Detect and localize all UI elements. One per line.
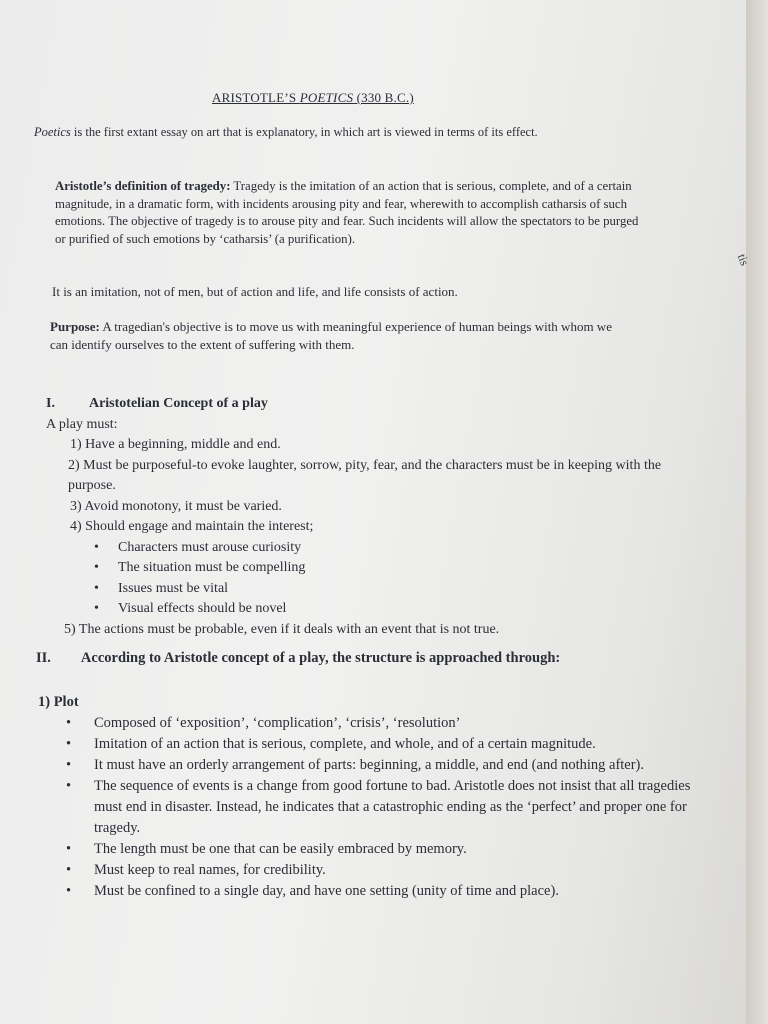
tragedy-definition: Aristotle’s definition of tragedy: Tragedy is the imitation of an action that is serious, complete, and of a certain magnitude, in a dramatic form, with incidents arousing pity and fear, wherewith to accomplish catharsis of such emotions. The objective of tragedy is to arouse pity and fear. Such incidents will allow the spectators to be purged or purified of such emotions by ‘catharsis’ (a purification).	[55, 179, 639, 246]
bullet-item: • Must keep to real names, for credibility.	[66, 860, 698, 881]
section-heading: I. Aristotelian Concept of a play	[46, 396, 268, 411]
plot-section	[38, 692, 698, 902]
plot-bullets	[38, 713, 698, 902]
bullet-item: • Issues must be vital	[94, 579, 686, 600]
section-concept-of-play	[46, 394, 686, 640]
imitation-statement: It is an imitation, not of men, but of action and life, and life consists of action.	[52, 284, 458, 299]
bullet-item: • The sequence of events is a change from good fortune to bad. Aristotle does not insist that all tragedies must end in disaster. Instead, he indicates that a catastrophic ending as the ‘perfect’ and proper one for tragedy.	[66, 776, 698, 839]
purpose-label: Purpose:	[50, 319, 100, 334]
list-item: 1) Have a beginning, middle and end.	[70, 437, 281, 452]
page-title: ARISTOTLE’S POETICS (330 B.C.)	[212, 90, 414, 105]
interest-bullets	[46, 538, 686, 620]
list-item: 4) Should engage and maintain the interest;	[70, 519, 314, 534]
bullet-item: • Visual effects should be novel	[94, 599, 686, 620]
list-item: 2) Must be purposeful-to evoke laughter, sorrow, pity, fear, and the characters must be in keeping with the purpose.	[68, 457, 662, 493]
bullet-item: • Must be confined to a single day, and have one setting (unity of time and place).	[66, 881, 698, 902]
bullet-item: • The situation must be compelling	[94, 558, 686, 579]
definition-label: Aristotle’s definition of tragedy:	[55, 179, 231, 193]
bullet-item: • Imitation of an action that is serious, complete, and whole, and of a certain magnitude.	[66, 734, 698, 755]
bullet-item: • Characters must arouse curiosity	[94, 538, 686, 559]
bullet-item: • Composed of ‘exposition’, ‘complication’, ‘crisis’, ‘resolution’	[66, 713, 698, 734]
list-item: 5) The actions must be probable, even if it deals with an event that is not true.	[64, 621, 500, 637]
purpose-paragraph: Purpose: A tragedian's objective is to move us with meaningful experience of human beings with whom we can identify ourselves to the extent of suffering with them.	[50, 319, 612, 352]
bullet-item: • The length must be one that can be easily embraced by memory.	[66, 839, 698, 860]
plot-heading: 1) Plot	[38, 694, 79, 710]
section-structure-heading: II. According to Aristotle concept of a play, the structure is approached through:	[36, 650, 561, 666]
section-lead: A play must:	[46, 416, 118, 432]
list-item: 3) Avoid monotony, it must be varied.	[70, 498, 282, 514]
intro-paragraph: Poetics is the first extant essay on art that is explanatory, in which art is viewed in terms of its effect.	[34, 125, 538, 139]
underlying-page-edge	[734, 0, 768, 1024]
bullet-item: • It must have an orderly arrangement of parts: beginning, a middle, and end (and nothing after).	[66, 755, 698, 776]
edge-text: tis	[734, 252, 752, 268]
